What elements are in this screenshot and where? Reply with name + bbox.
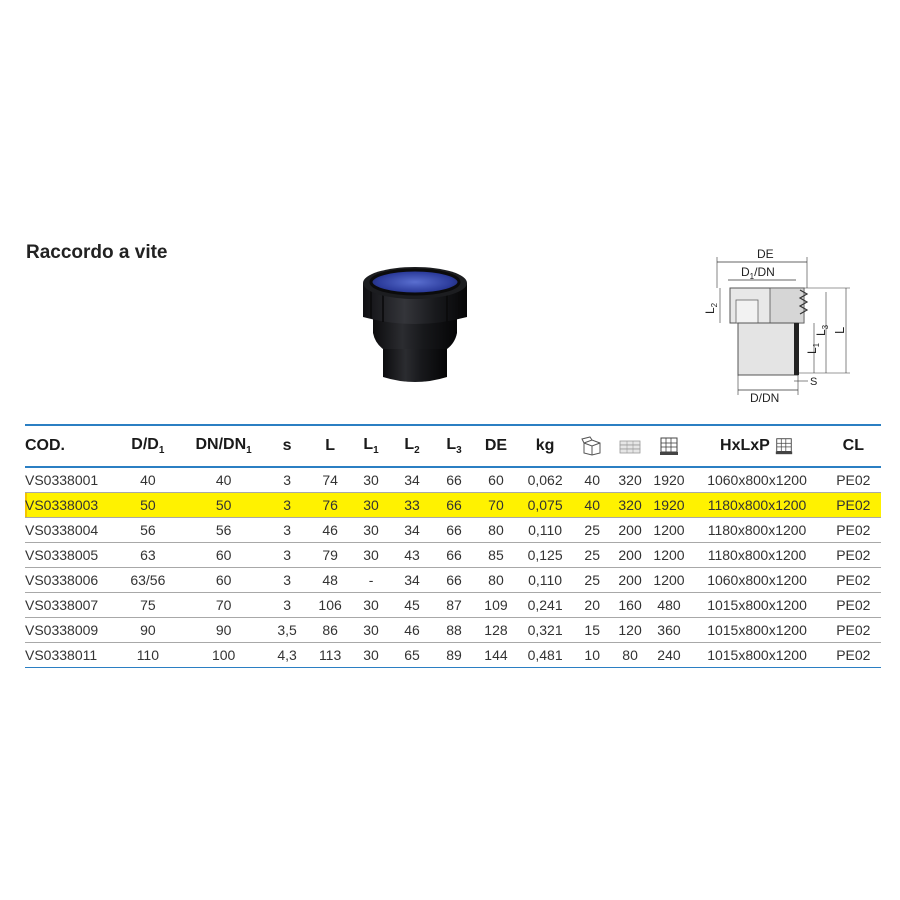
cell-l2: 34 — [392, 467, 433, 492]
pallet-icon — [774, 436, 794, 456]
col-cl: CL — [826, 425, 881, 467]
cell-layer: 80 — [611, 642, 650, 667]
table-row — [25, 542, 881, 567]
cell-layer: 200 — [611, 542, 650, 567]
cell-l2: 34 — [392, 517, 433, 542]
cell-l1: 30 — [351, 467, 392, 492]
cell-hxlxp: 1015x800x1200 — [688, 642, 825, 667]
cell-cl: PE02 — [826, 492, 881, 517]
col-l2: $L_2$ — [392, 425, 433, 467]
col-box — [574, 425, 611, 467]
cell-cl: PE02 — [826, 642, 881, 667]
cell-kg: 0,062 — [516, 467, 573, 492]
cell-layer: 320 — [611, 467, 650, 492]
cell-l2: 33 — [392, 492, 433, 517]
cell-l2: 46 — [392, 617, 433, 642]
cell-cod: VS0338009 — [25, 617, 113, 642]
table-row — [25, 492, 881, 517]
cell-l1: 30 — [351, 592, 392, 617]
drawing-dn-label: D/DN — [750, 391, 780, 405]
cell-de: 60 — [475, 467, 516, 492]
cell-de: 144 — [475, 642, 516, 667]
cell-l1: 30 — [351, 492, 392, 517]
table-row — [25, 467, 881, 492]
technical-drawing — [690, 240, 860, 405]
cell-kg: 0,321 — [516, 617, 573, 642]
cell-s: 3 — [265, 542, 310, 567]
spec-table — [25, 424, 881, 668]
cell-hxlxp: 1015x800x1200 — [688, 592, 825, 617]
col-layer — [611, 425, 650, 467]
cell-l2: 45 — [392, 592, 433, 617]
cell-s: 3 — [265, 492, 310, 517]
cell-d: 75 — [113, 592, 183, 617]
cell-cod: VS0338007 — [25, 592, 113, 617]
cell-box: 25 — [574, 567, 611, 592]
cell-cod: VS0338005 — [25, 542, 113, 567]
cell-box: 40 — [574, 492, 611, 517]
table-row — [25, 642, 881, 667]
cell-kg: 0,110 — [516, 517, 573, 542]
cell-hxlxp: 1180x800x1200 — [688, 517, 825, 542]
cell-box: 25 — [574, 542, 611, 567]
cell-de: 80 — [475, 567, 516, 592]
cell-l: 48 — [310, 567, 351, 592]
cell-l: 106 — [310, 592, 351, 617]
cell-kg: 0,075 — [516, 492, 573, 517]
cell-layer: 320 — [611, 492, 650, 517]
col-hxlxp: HxLxP — [688, 425, 825, 467]
cell-layer: 200 — [611, 517, 650, 542]
cell-s: 3 — [265, 517, 310, 542]
table-row — [25, 517, 881, 542]
cell-l2: 34 — [392, 567, 433, 592]
cell-pallet: 1200 — [650, 567, 689, 592]
cell-box: 15 — [574, 617, 611, 642]
cell-hxlxp: 1060x800x1200 — [688, 467, 825, 492]
cell-pallet: 1200 — [650, 517, 689, 542]
cell-box: 40 — [574, 467, 611, 492]
cell-pallet: 1200 — [650, 542, 689, 567]
cell-l1: 30 — [351, 642, 392, 667]
cell-l3: 66 — [432, 542, 475, 567]
cell-l1: 30 — [351, 617, 392, 642]
cell-layer: 160 — [611, 592, 650, 617]
cell-cod: VS0338006 — [25, 567, 113, 592]
cell-kg: 0,241 — [516, 592, 573, 617]
cell-pallet: 1920 — [650, 492, 689, 517]
cell-cl: PE02 — [826, 617, 881, 642]
cell-l3: 87 — [432, 592, 475, 617]
drawing-l1-label: $L_1$ — [805, 342, 821, 354]
cell-box: 20 — [574, 592, 611, 617]
cell-dn: 50 — [183, 492, 265, 517]
cell-kg: 0,481 — [516, 642, 573, 667]
cell-l1: 30 — [351, 542, 392, 567]
col-l1: $L_1$ — [351, 425, 392, 467]
cell-s: 3 — [265, 592, 310, 617]
table-header-row — [25, 425, 881, 467]
cell-l: 76 — [310, 492, 351, 517]
cell-de: 128 — [475, 617, 516, 642]
col-de: DE — [475, 425, 516, 467]
cell-kg: 0,110 — [516, 567, 573, 592]
cell-s: 3 — [265, 467, 310, 492]
cell-dn: 60 — [183, 542, 265, 567]
cell-hxlxp: 1180x800x1200 — [688, 542, 825, 567]
col-l3: $L_3$ — [432, 425, 475, 467]
cell-hxlxp: 1060x800x1200 — [688, 567, 825, 592]
cell-cl: PE02 — [826, 592, 881, 617]
cell-l: 113 — [310, 642, 351, 667]
pallet-icon — [658, 436, 680, 456]
cell-l3: 66 — [432, 567, 475, 592]
table-row — [25, 592, 881, 617]
cell-d: 63/56 — [113, 567, 183, 592]
cell-hxlxp: 1015x800x1200 — [688, 617, 825, 642]
cell-l1: - — [351, 567, 392, 592]
col-kg: kg — [516, 425, 573, 467]
drawing-de-label: DE — [757, 247, 774, 261]
cell-pallet: 240 — [650, 642, 689, 667]
cell-dn: 70 — [183, 592, 265, 617]
cell-pallet: 480 — [650, 592, 689, 617]
cell-l2: 43 — [392, 542, 433, 567]
cell-s: 3,5 — [265, 617, 310, 642]
pallet-layer-icon — [618, 436, 642, 456]
cell-d: 63 — [113, 542, 183, 567]
col-pallet — [650, 425, 689, 467]
table-row — [25, 567, 881, 592]
cell-d: 50 — [113, 492, 183, 517]
cell-cl: PE02 — [826, 467, 881, 492]
drawing-l-label: L — [832, 326, 847, 334]
col-d-d1: $D/D_1$ — [113, 425, 183, 467]
cell-s: 4,3 — [265, 642, 310, 667]
cell-d: 110 — [113, 642, 183, 667]
cell-l1: 30 — [351, 517, 392, 542]
cell-cl: PE02 — [826, 517, 881, 542]
cell-dn: 40 — [183, 467, 265, 492]
drawing-s-label: S — [810, 376, 818, 388]
cell-d: 56 — [113, 517, 183, 542]
drawing-d1dn-label: $D_1/DN$ — [741, 265, 775, 281]
cell-l: 79 — [310, 542, 351, 567]
cell-hxlxp: 1180x800x1200 — [688, 492, 825, 517]
cell-cod: VS0338001 — [25, 467, 113, 492]
cell-l3: 66 — [432, 517, 475, 542]
page-title: Raccordo a vite — [26, 242, 168, 263]
cell-dn: 90 — [183, 617, 265, 642]
cell-l3: 89 — [432, 642, 475, 667]
cell-cod: VS0338003 — [25, 492, 113, 517]
cell-l3: 66 — [432, 492, 475, 517]
cell-box: 10 — [574, 642, 611, 667]
box-icon — [581, 436, 603, 456]
cell-kg: 0,125 — [516, 542, 573, 567]
cell-s: 3 — [265, 567, 310, 592]
cell-layer: 200 — [611, 567, 650, 592]
drawing-l2-label: $L_2$ — [703, 302, 719, 314]
drawing-l3-label: $L_3$ — [814, 324, 830, 336]
cell-cod: VS0338011 — [25, 642, 113, 667]
cell-cl: PE02 — [826, 542, 881, 567]
cell-de: 70 — [475, 492, 516, 517]
cell-l3: 88 — [432, 617, 475, 642]
cell-pallet: 1920 — [650, 467, 689, 492]
cell-d: 90 — [113, 617, 183, 642]
cell-l3: 66 — [432, 467, 475, 492]
cell-l: 74 — [310, 467, 351, 492]
cell-l: 46 — [310, 517, 351, 542]
cell-cl: PE02 — [826, 567, 881, 592]
cell-de: 85 — [475, 542, 516, 567]
cell-dn: 56 — [183, 517, 265, 542]
product-photo — [345, 255, 485, 390]
table-row — [25, 617, 881, 642]
cell-l2: 65 — [392, 642, 433, 667]
cell-cod: VS0338004 — [25, 517, 113, 542]
col-cod: COD. — [25, 425, 113, 467]
cell-dn: 60 — [183, 567, 265, 592]
cell-l: 86 — [310, 617, 351, 642]
cell-de: 109 — [475, 592, 516, 617]
col-s: s — [265, 425, 310, 467]
cell-d: 40 — [113, 467, 183, 492]
cell-pallet: 360 — [650, 617, 689, 642]
col-l: L — [310, 425, 351, 467]
cell-de: 80 — [475, 517, 516, 542]
cell-layer: 120 — [611, 617, 650, 642]
col-dn-dn1: $DN/DN_1$ — [183, 425, 265, 467]
cell-dn: 100 — [183, 642, 265, 667]
cell-box: 25 — [574, 517, 611, 542]
